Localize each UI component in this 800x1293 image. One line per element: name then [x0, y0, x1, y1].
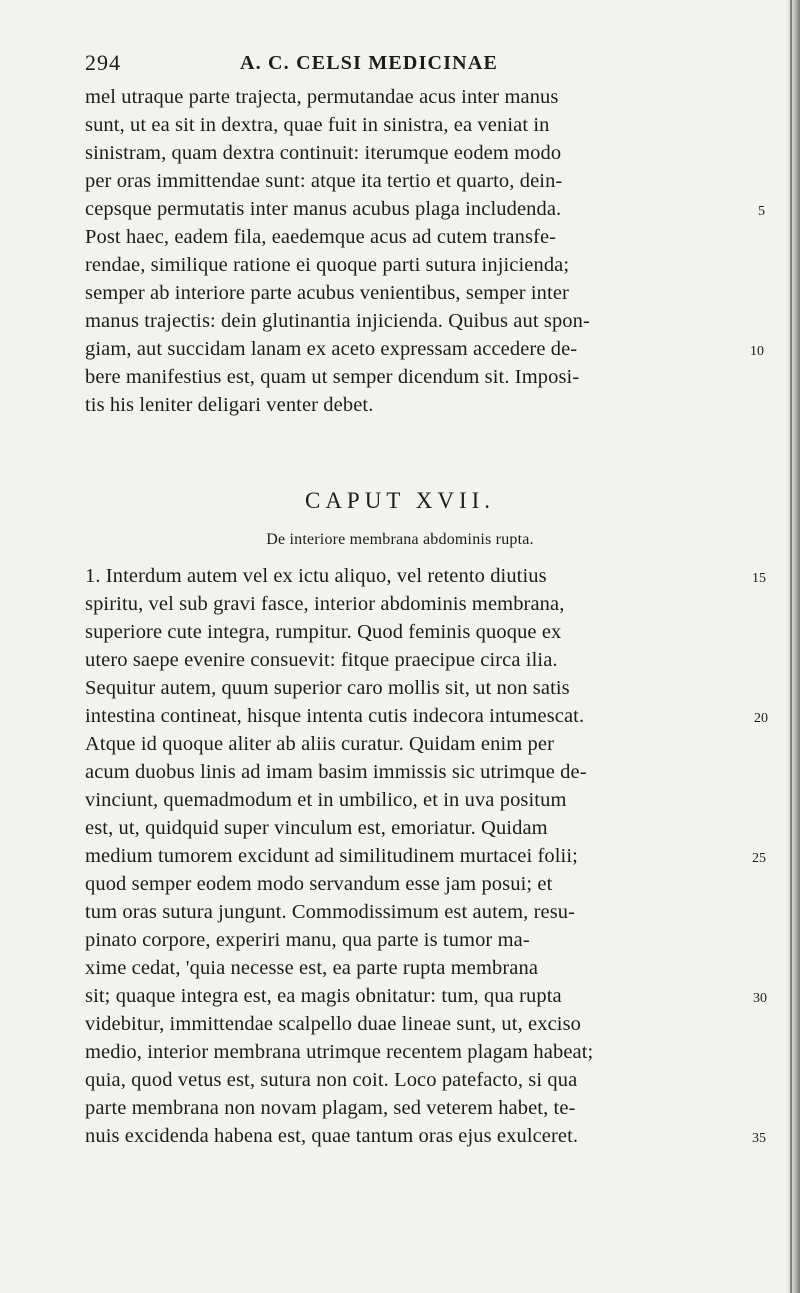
text-line: Atque id quoque aliter ab aliis curatur. Quidam enim per [85, 733, 554, 755]
text-line: est, ut, quidquid super vinculum est, emoriatur. Quidam [85, 817, 548, 839]
text-line: sinistram, quam dextra continuit: iterumque eodem modo [85, 142, 562, 164]
text-line: 1. Interdum autem vel ex ictu aliquo, vel retento diutius [85, 565, 547, 587]
text-line: vinciunt, quemadmodum et in umbilico, et in uva positum [85, 789, 567, 811]
text-line: quod semper eodem modo servandum esse jam posui; et [85, 873, 553, 895]
text-line: xime cedat, 'quia necesse est, ea parte rupta membrana [85, 957, 539, 979]
text-line: mel utraque parte trajecta, permutandae acus inter manus [85, 86, 559, 108]
line-number: 20 [754, 711, 768, 726]
text-line: quia, quod vetus est, sutura non coit. Loco patefacto, si qua [85, 1069, 578, 1091]
text-line: superiore cute integra, rumpitur. Quod feminis quoque ex [85, 621, 562, 643]
text-line: bere manifestius est, quam ut semper dicendum sit. Imposi- [85, 366, 580, 388]
text-line: Sequitur autem, quum superior caro mollis sit, ut non satis [85, 677, 570, 699]
text-line: acum duobus linis ad imam basim immissis sic utrimque de- [85, 761, 587, 783]
page-edge-line [790, 0, 792, 1293]
page-number: 294 [85, 50, 121, 75]
text-line: sunt, ut ea sit in dextra, quae fuit in sinistra, ea veniat in [85, 114, 550, 136]
text-line: tum oras sutura jungunt. Commodissimum est autem, resu- [85, 901, 576, 923]
text-line: medium tumorem excidunt ad similitudinem murtacei folii; [85, 845, 578, 867]
text-line: giam, aut succidam lanam ex aceto expressam accedere de- [85, 338, 578, 360]
text-line: Post haec, eadem fila, eaedemque acus ad cutem transfe- [85, 226, 557, 248]
line-number: 15 [752, 571, 766, 586]
text-line: semper ab interiore parte acubus venientibus, semper inter [85, 282, 569, 304]
text-line: per oras immittendae sunt: atque ita tertio et quarto, dein- [85, 170, 563, 192]
chapter-title: CAPUT XVII. [304, 488, 496, 513]
text-line: pinato corpore, experiri manu, qua parte is tumor ma- [85, 929, 530, 951]
text-line: rendae, similique ratione ei quoque parti sutura injicienda; [85, 254, 570, 276]
text-line: spiritu, vel sub gravi fasce, interior abdominis membrana, [85, 593, 565, 615]
line-number: 25 [752, 851, 766, 866]
text-line: sit; quaque integra est, ea magis obnitatur: tum, qua rupta [85, 985, 562, 1007]
running-title: A. C. CELSI MEDICINAE [240, 52, 499, 74]
text-line: manus trajectis: dein glutinantia injicienda. Quibus aut spon- [85, 310, 590, 332]
text-line: cepsque permutatis inter manus acubus plaga includenda. [85, 198, 562, 220]
line-number: 30 [753, 991, 767, 1006]
text-line: videbitur, immittendae scalpello duae lineae sunt, ut, exciso [85, 1013, 581, 1035]
text-line: nuis excidenda habena est, quae tantum oras ejus exulceret. [85, 1125, 579, 1147]
line-number: 5 [758, 204, 765, 219]
line-number: 35 [752, 1131, 766, 1146]
chapter-subtitle: De interiore membrana abdominis rupta. [266, 531, 534, 548]
text-line: intestina contineat, hisque intenta cutis indecora intumescat. [85, 705, 585, 727]
text-line: utero saepe evenire consuevit: fitque praecipue circa ilia. [85, 649, 558, 671]
line-number: 10 [750, 344, 764, 359]
text-line: medio, interior membrana utrimque recentem plagam habeat; [85, 1041, 594, 1063]
text-line: tis his leniter deligari venter debet. [85, 394, 374, 416]
page-edge-shadow [786, 0, 800, 1293]
text-line: parte membrana non novam plagam, sed veterem habet, te- [85, 1097, 576, 1119]
